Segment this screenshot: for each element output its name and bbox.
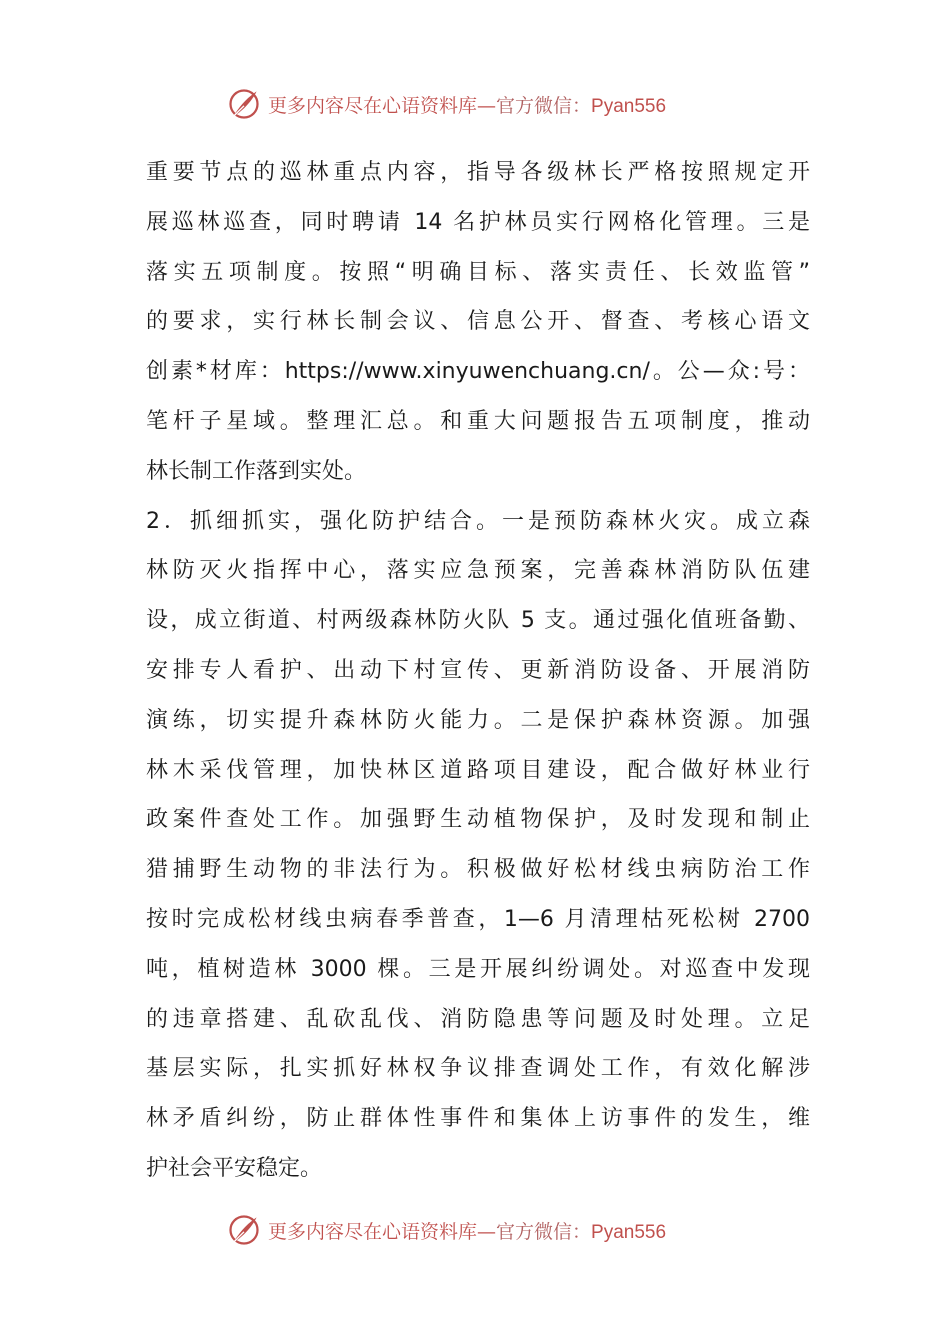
watermark-text <box>268 91 666 118</box>
text-line: 猎捕野生动物的非法行为。积极做好松材线虫病防治工作 <box>146 857 810 883</box>
text-line: 重要节点的巡林重点内容，指导各级林长严格按照规定开 <box>146 160 810 185</box>
watermark-separator: — <box>477 94 497 117</box>
text-line: 吨，植树造林 3000 棵。三是开展纠纷调处。对巡查中发现 <box>146 956 810 982</box>
text-line: 设，成立街道、村两级森林防火队 5 支。通过强化值班备勤、 <box>146 608 810 634</box>
watermark-wechat-id: Pyan556 <box>591 95 667 117</box>
watermark-text <box>268 1217 666 1244</box>
text-line: 的违章搭建、乱砍乱伐、消防隐患等问题及时处理。立足 <box>146 1006 810 1032</box>
watermark-main: 更多内容尽在心语资料库 <box>268 94 478 117</box>
text-line: 政案件查处工作。加强野生动植物保护，及时发现和制止 <box>146 807 810 833</box>
text-line: 安排专人看护、出动下村宣传、更新消防设备、开展消防 <box>146 657 810 683</box>
footer-watermark <box>226 1210 666 1250</box>
quill-pen-logo-icon <box>226 86 262 122</box>
watermark-wechat-id: Pyan556 <box>591 1221 667 1243</box>
text-line: 林长制工作落到实处。 <box>146 458 367 484</box>
quill-pen-logo-icon <box>226 1212 262 1248</box>
document-body <box>146 148 810 1194</box>
header-watermark <box>226 84 666 124</box>
watermark-main: 更多内容尽在心语资料库 <box>268 1220 478 1243</box>
text-line: 林木采伐管理，加快林区道路项目建设，配合做好林业行 <box>146 757 810 783</box>
text-line: 林防灭火指挥中心，落实应急预案，完善森林消防队伍建 <box>146 558 810 584</box>
text-line: 基层实际，扎实抓好林权争议排查调处工作，有效化解涉 <box>146 1056 810 1082</box>
text-line: 护社会平安稳定。 <box>146 1155 323 1181</box>
text-line: 林矛盾纠纷，防止群体性事件和集体上访事件的发生，维 <box>146 1106 810 1132</box>
text-line: 创素*材库：https://www.xinyuwenchuang.cn/。公—众:号： <box>146 359 810 385</box>
watermark-sub: 官方微信： <box>496 1220 592 1243</box>
text-line: 笔杆子星域。整理汇总。和重大问题报告五项制度，推动 <box>146 408 810 434</box>
watermark-separator: — <box>477 1220 497 1243</box>
text-line: 的要求，实行林长制会议、信息公开、督查、考核心语文 <box>146 309 810 335</box>
text-line: 演练，切实提升森林防火能力。二是保护森林资源。加强 <box>146 707 810 733</box>
text-line: 落实五项制度。按照“明确目标、落实责任、长效监管” <box>146 259 810 285</box>
text-line: 2．抓细抓实，强化防护结合。一是预防森林火灾。成立森 <box>146 508 810 534</box>
text-line: 展巡林巡查，同时聘请 14 名护林员实行网格化管理。三是 <box>146 209 810 235</box>
text-line: 按时完成松材线虫病春季普查，1—6 月清理枯死松树 2700 <box>146 906 810 932</box>
watermark-sub: 官方微信： <box>496 94 592 117</box>
